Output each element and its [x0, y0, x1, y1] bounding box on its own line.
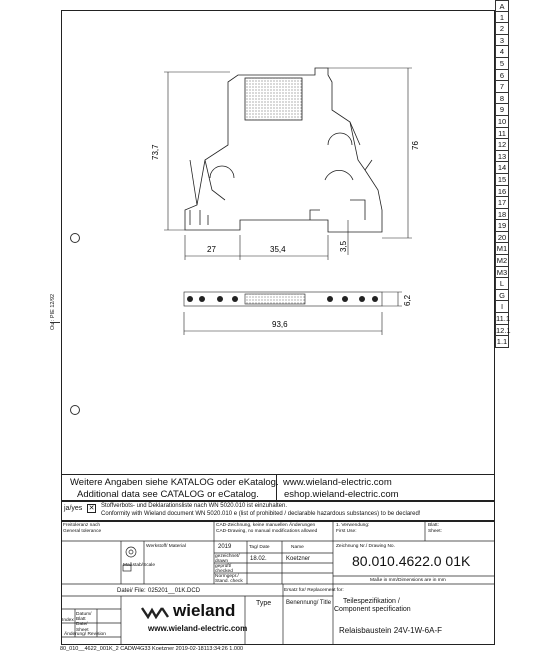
sheet-index-cell: 1 — [495, 12, 509, 24]
dim-3-5: 3,5 — [339, 240, 348, 252]
sheet-index-cell: 20 — [495, 232, 509, 244]
catalog-line-de: Weitere Angaben siehe KATALOG oder eKatalog. — [70, 477, 279, 488]
website-link[interactable]: www.wieland-electric.com — [283, 477, 392, 488]
compliance-checkbox[interactable]: ✕ — [88, 505, 95, 512]
first-use-en: First Use: — [336, 529, 357, 534]
units-note: Maße in mm/Dimensions are in mm — [370, 578, 446, 583]
sheet-index-cell: 8 — [495, 93, 509, 105]
wieland-logo-icon — [140, 605, 172, 619]
sheet-index-cell: 4 — [495, 46, 509, 58]
file-name: 025201__01K.DCD — [148, 588, 201, 594]
sheet-index-cell: M1 — [496, 244, 508, 254]
sheet-index-cell: 15 — [495, 174, 509, 186]
sheet-index-cell: 11.1 — [496, 314, 511, 324]
cad-note-de: CAD-Zeichnung, keine manuellen Änderungen — [216, 523, 316, 528]
sheet-index-cell: 16 — [495, 186, 509, 198]
dim-6-2: 6,2 — [403, 294, 412, 306]
compliance-line-en: Conformity with Wieland document WN 5020.010 e (list of prohibited / declarable hazardous substances) to be declared! — [101, 511, 421, 517]
catalog-line-en: Additional data see CATALOG or eCatalog. — [77, 489, 259, 500]
wieland-logo-text: wieland — [173, 601, 236, 620]
sheet-index-cell: 2 — [495, 23, 509, 35]
replacement-label: Ersatz für/ Replacement for: — [284, 588, 344, 593]
sheet-index-cell: 14 — [495, 162, 509, 174]
type-label: Type — [256, 600, 272, 607]
material-label: Werkstoff/ Material — [146, 544, 186, 549]
date-sheet-label: Datum/ Blatt Date/ Sheet — [76, 612, 92, 633]
sheet-index-cell: 6 — [495, 70, 509, 82]
spec-en: Component specification — [334, 606, 411, 613]
revision-label: Änderung/ Revision — [64, 632, 106, 637]
sheet-index-cell: 3 — [495, 35, 509, 47]
sheet-index-cell: 13 — [495, 151, 509, 163]
sheet-index-cell: 12 — [495, 139, 509, 151]
drawing-number: 80.010.4622.0 01K — [352, 553, 471, 569]
drawn-name: Koetzner — [286, 556, 311, 562]
technical-drawing — [150, 50, 450, 340]
sheet-index-cell: 7 — [495, 81, 509, 93]
year: 2019 — [218, 544, 232, 550]
sheet-index-cell: 19 — [495, 220, 509, 232]
title-label: Benennung/ Title — [286, 600, 332, 606]
sheet-de: Blatt: — [428, 523, 439, 528]
index-label: Index — [62, 618, 74, 623]
first-use-de: 1. Verwendung: — [336, 523, 370, 528]
dim-27: 27 — [207, 245, 216, 254]
punch-hole — [70, 405, 80, 415]
dim-35-4: 35,4 — [270, 245, 286, 254]
sheet-index-cell: 11 — [495, 128, 509, 140]
dim-93-6: 93,6 — [272, 320, 288, 329]
margin-note: Ou : PIE 12/92 — [50, 293, 56, 330]
date-label: Tag/ Date — [249, 545, 270, 550]
compliance-line-de: Stoffverbots- und Deklarationsliste nach WN 5020.010 ist einzuhalten. — [101, 503, 287, 509]
drawing-number-label: Zeichnung Nr./ Drawing No. — [336, 544, 395, 549]
sheet-index-cell: G — [495, 290, 509, 302]
plot-footer: 80_010__4622_001K_2 CADW4G33 Koetzner 2019-02-18113:34:26 1.000 — [60, 646, 244, 652]
name-label: Name — [291, 545, 304, 550]
spec-de: Teilespezifikation / — [343, 598, 400, 605]
scale-label: Maßstab/Scale — [123, 563, 155, 568]
sheet-index-cell: 10 — [495, 116, 509, 128]
sheet-index-cell: 5 — [495, 58, 509, 70]
sheet-index-cell: A — [495, 0, 509, 12]
drawn-date: 18.02. — [250, 556, 267, 562]
sheet-index-cell: 17 — [495, 197, 509, 209]
logo-url: www.wieland-electric.com — [148, 624, 248, 633]
compliance-yes-label: ja/yes — [64, 505, 83, 512]
dim-76: 76 — [411, 141, 420, 150]
sheet-en: Sheet: — [428, 529, 442, 534]
sheet-index-strip — [495, 0, 509, 370]
component-title: Relaisbaustein 24V-1W-6A-F — [339, 626, 443, 635]
sheet-index-cell: L — [495, 278, 509, 290]
sheet-index-cell: 18 — [495, 209, 509, 221]
standard-check-label: Normgepr./ Stand. check — [215, 574, 243, 585]
drawn-label: gezeichnet/ drawn — [215, 554, 240, 565]
sheet-index-cell: 9 — [495, 104, 509, 116]
eshop-link[interactable]: eshop.wieland-electric.com — [284, 489, 399, 500]
punch-hole — [70, 233, 80, 243]
dim-73-7: 73,7 — [151, 144, 160, 160]
tolerance-en: General tolerance — [63, 529, 102, 534]
sheet-index-cell: M3 — [496, 267, 508, 277]
sheet-index-cell: M2 — [496, 256, 508, 266]
cad-note-en: CAD-Drawing, no manual modifications allowed — [216, 529, 318, 534]
sheet-index-cell: 12.1 — [496, 325, 511, 335]
sheet-index-cell: I — [495, 301, 509, 313]
checked-label: geprüft/ checked — [215, 564, 233, 575]
tolerance-de: Freitoleranz nach — [63, 523, 101, 528]
file-label: Datei/ File: — [117, 588, 146, 594]
sheet-index-cell: 1.1 — [496, 337, 508, 347]
